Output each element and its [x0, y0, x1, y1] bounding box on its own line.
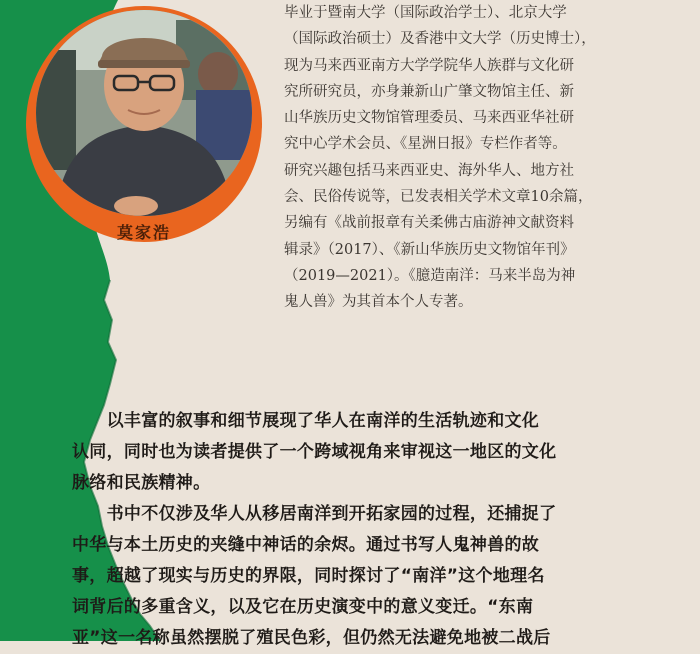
bio-line: 研究兴趣包括马来西亚史、海外华人、地方社: [284, 162, 574, 179]
article-body: [72, 406, 672, 654]
bio-line: 另编有《战前报章有关柔佛古庙游神文献资料: [284, 215, 574, 232]
author-name: 莫家浩: [116, 223, 171, 242]
bio-line: 毕业于暨南大学（国际政治学士）、北京大学: [284, 5, 567, 21]
author-photo: [36, 10, 252, 216]
bio-line: （2019—2021）。《臆造南洋：马来半岛为神: [284, 267, 576, 284]
article-line: 以丰富的叙事和细节展现了华人在南洋的生活轨迹和文化: [72, 411, 540, 431]
article-line: 事，超越了现实与历史的界限，同时探讨了“南洋”这个地理名: [72, 566, 545, 586]
bio-line: （国际政治硕士）及香港中文大学（历史博士），: [284, 31, 596, 48]
article-line: 亚”这一名称虽然摆脱了殖民色彩，但仍然无法避免地被二战后: [72, 628, 551, 648]
bio-line: 现为马来西亚南方大学学院华人族群与文化研: [284, 57, 574, 74]
bio-line: 究所研究员，亦身兼新山广肇文物馆主任、新: [284, 83, 574, 100]
article-line: 书中不仅涉及华人从移居南洋到开拓家园的过程，还捕捉了: [72, 504, 557, 524]
author-bio: [284, 0, 684, 316]
article-line: 中华与本土历史的夹缝中神话的余烬。通过书写人鬼神兽的故: [72, 535, 540, 555]
bio-line: 会、民俗传说等，已发表相关学术文章10余篇，: [284, 189, 593, 206]
article-line: 认同，同时也为读者提供了一个跨域视角来审视这一地区的文化: [72, 442, 557, 462]
author-portrait: [26, 6, 262, 256]
article-line: 词背后的多重含义，以及它在历史演变中的意义变迁。“东南: [72, 597, 534, 617]
article-line: 脉络和民族精神。: [72, 473, 211, 493]
bio-line: 究中心学术会员、《星洲日报》专栏作者等。: [284, 136, 567, 153]
bio-line: 辑录》（2017）、《新山华族历史文物馆年刊》: [284, 241, 575, 258]
bio-line: 山华族历史文物馆管理委员、马来西亚华社研: [284, 110, 574, 127]
bio-line: 鬼人兽》为其首本个人专著。: [284, 294, 473, 311]
